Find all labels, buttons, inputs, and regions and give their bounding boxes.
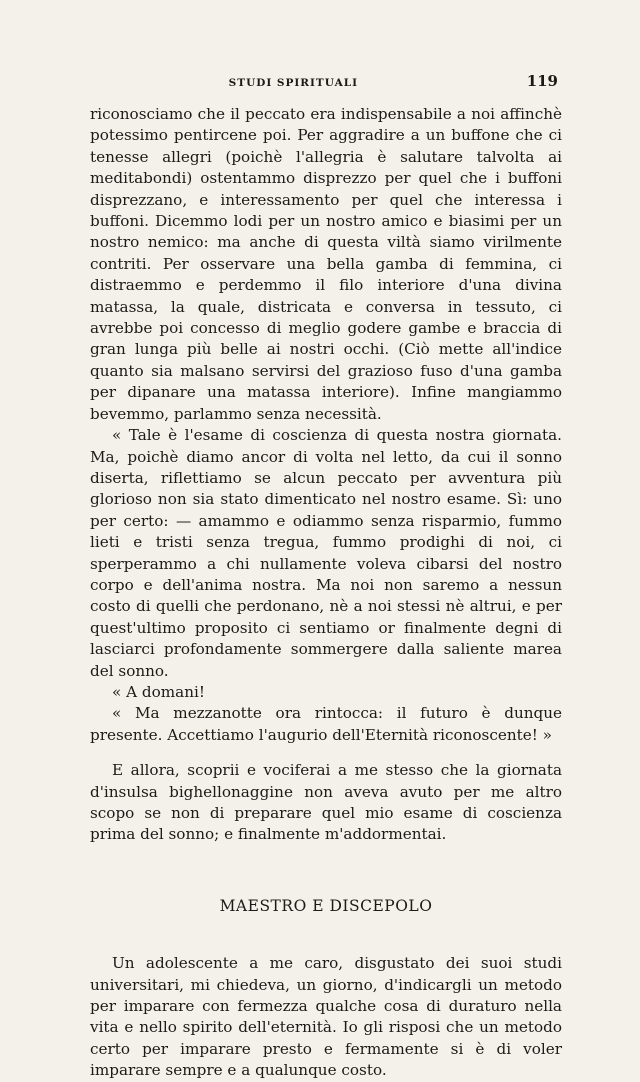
page-body [90, 104, 562, 1082]
page-number: 119 [526, 72, 558, 90]
running-title: STUDI SPIRITUALI [228, 77, 359, 89]
paragraph: « Tale è l'esame di coscienza di questa nostra giornata. Ma, poichè diamo ancor di volta nel letto, da cui il sonno diserta, riflettiamo se alcun peccato per avventura più glorioso non sia stato dimenticato nel nostro esame. Sì: uno per certo: — amammo e odiammo senza risparmio, fummo lieti e tristi senza tregua, fummo prodighi di noi, ci sperperammo a chi nullamente voleva cibarsi del nostro corpo e dell'anima nostra. Ma noi non saremo a nessun costo di quelli che perdonano, nè a noi stessi nè altrui, e per quest'ultimo proposito ci sentiamo or finalmente degni di lasciarci profondamente sommergere dalla saliente marea del sonno. [90, 426, 562, 680]
paragraph: riconosciamo che il peccato era indispensabile a noi affinchè potessimo pentircene poi. Per aggradire a un buffone che ci tenesse allegri (poichè l'allegria è salutare talvolta ai meditabondi) ostentammo disprezzo per quel che i buffoni disprezzano, e interessamento per quel che interessa i buffoni. Dicemmo lodi per un nostro amico e biasimi per un nostro nemico: ma anche di questa viltà siamo virilmente contriti. Per osservare una bella gamba di femmina, ci distraemmo e perdemmo il filo interiore d'una divina matassa, la quale, districata e conversa in tessuto, ci avrebbe poi concesso di meglio godere gambe e braccia di gran lunga più belle ai nostri occhi. (Ciò mette all'indice quanto sia malsano servirsi del grazioso fuso d'una gamba per dipanare una matassa interiore). Infine mangiammo bevemmo, parlammo senza necessità. [90, 105, 562, 423]
paragraph: « A domani! [112, 682, 205, 701]
paragraph: E allora, scoprii e vociferai a me stesso che la giornata d'insulsa bighellonaggine non aveva avuto per me altro scopo se non di preparare quel mio esame di coscienza prima del sonno; e finalmente m'addormentai. [90, 761, 562, 844]
section-title: MAESTRO E DISCEPOLO [219, 896, 433, 915]
paragraph: Un adolescente a me caro, disgustato dei suoi studi universitari, mi chiedeva, un giorno, d'indicargli un metodo per imparare con fermezza qualche cosa di duraturo nella vita e nello spirito dell'eternità. Io gli risposi che un metodo certo per imparare presto e fermamente si è di voler imparare sempre e a qualunque costo. [90, 954, 562, 1080]
page-header [60, 72, 558, 90]
paragraph: « Ma mezzanotte ora rintocca: il futuro è dunque presente. Accettiamo l'augurio dell'Eternità riconoscente! » [90, 704, 562, 744]
